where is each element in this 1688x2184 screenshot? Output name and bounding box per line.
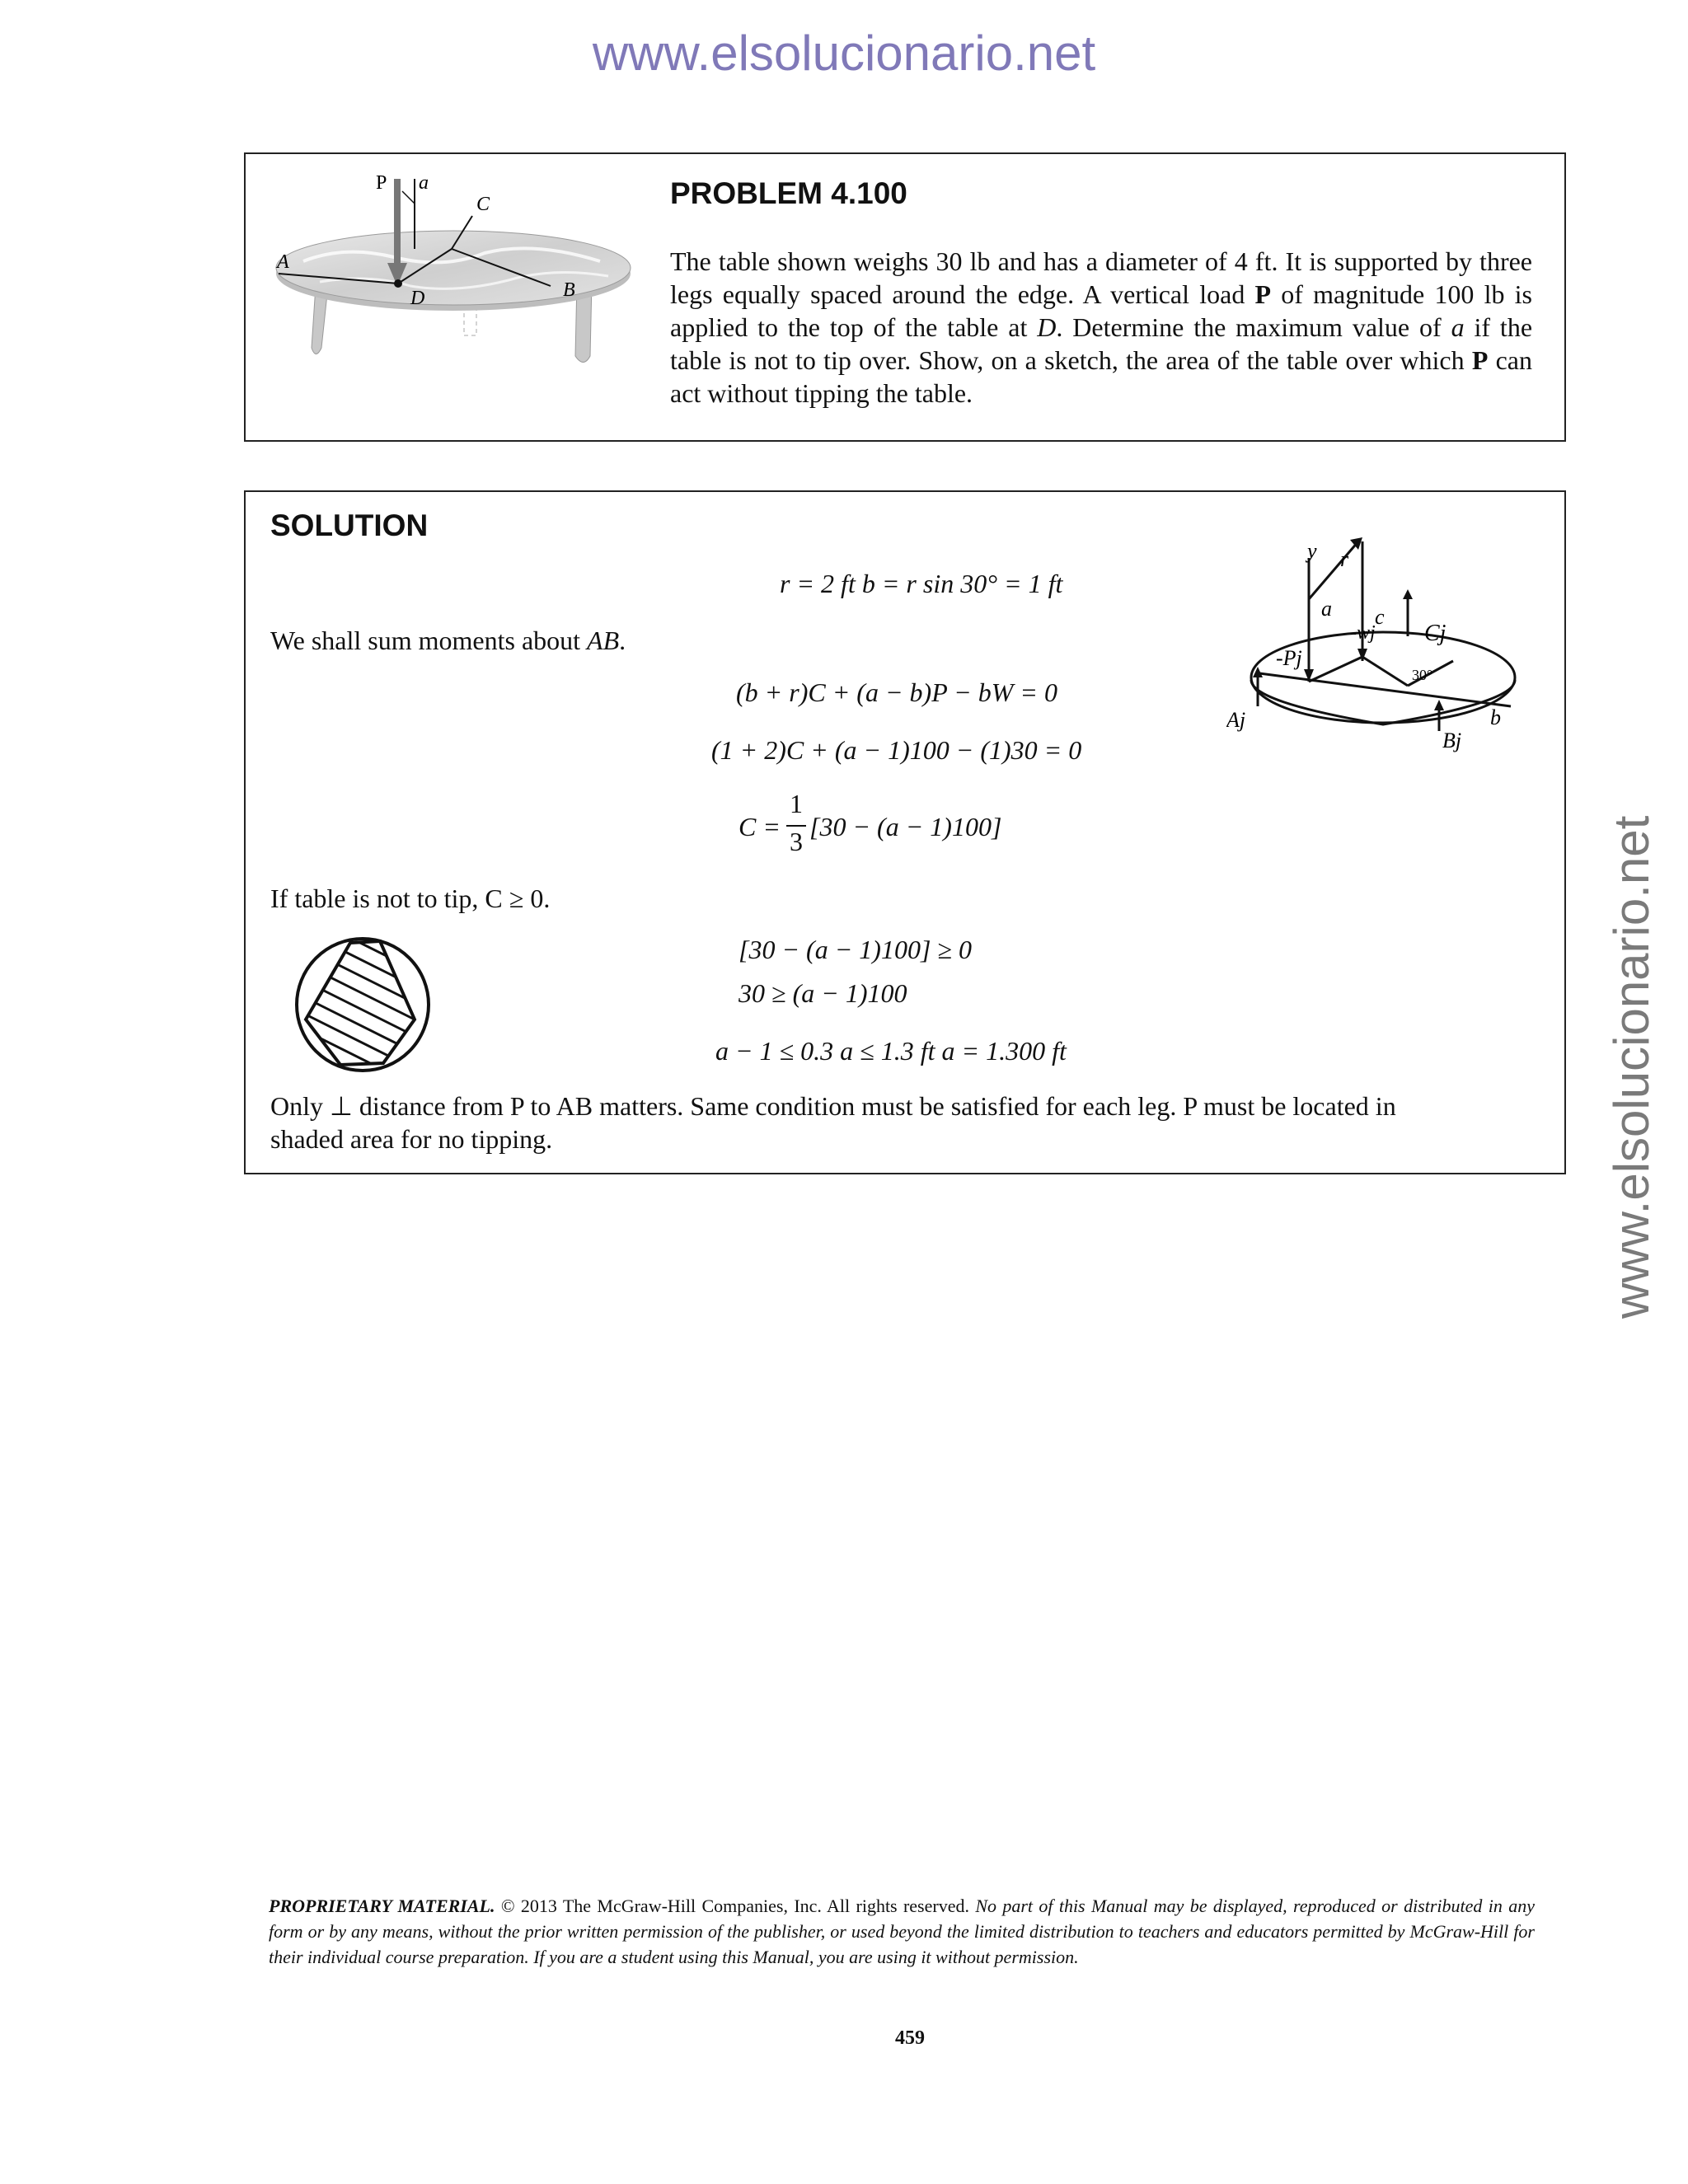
- fig-label-B: B: [563, 279, 575, 301]
- eq-numeric: (1 + 2)C + (a − 1)100 − (1)30 = 0: [711, 735, 1082, 765]
- fig-label-p: P: [376, 172, 387, 194]
- sketch-a: a: [1321, 597, 1332, 621]
- fig-label-D: D: [410, 288, 425, 309]
- watermark-top: www.elsolucionario.net: [592, 26, 1096, 81]
- ineq-2: 30 ≥ (a − 1)100: [738, 978, 907, 1008]
- sketch-b: b: [1490, 705, 1501, 729]
- fig-label-a: a: [419, 172, 429, 194]
- shaded-area-sketch: [291, 933, 435, 1077]
- eq-c-num: 1: [790, 789, 803, 818]
- sketch-r: r: [1340, 547, 1349, 571]
- watermark-side: www.elsolucionario.net: [1604, 815, 1659, 1319]
- solution-conclusion: Only ⊥ distance from P to AB matters. Same condition must be satisfied for each leg. P must be located in shaded area for no tipping.: [270, 1091, 1396, 1154]
- sum-moments-text: We shall sum moments about AB.: [270, 626, 626, 655]
- table-figure: [270, 171, 641, 377]
- sketch-y: y: [1307, 539, 1317, 563]
- sketch-angle: 30°: [1412, 667, 1433, 683]
- fig-label-A: A: [277, 251, 289, 273]
- problem-statement: The table shown weighs 30 lb and has a diameter of 4 ft. It is supported by three legs equally spaced around the edge. A vertical load P of magnitude 100 lb is applied to the top of the table at D. Determine the maximum value of a if the table is not to tip over. Show, on a sketch, the area of the table over which P can act without tipping the table.: [670, 246, 1533, 408]
- footer-notice: PROPRIETARY MATERIAL. © 2013 The McGraw-Hill Companies, Inc. All rights reserved. No part of this Manual may be displayed, reproduced or distributed in any form or by any means, without the prior written permission of the publisher, or used beyond the limited distribution to teachers and educators permitted by McGraw-Hill for their individual course preparation. If you are a student using this Manual, you are using it without permission.: [269, 1896, 1535, 1967]
- eq-moment: (b + r)C + (a − b)P − bW = 0: [736, 677, 1058, 707]
- problem-title: PROBLEM 4.100: [670, 176, 907, 210]
- page-number: 459: [895, 2027, 925, 2049]
- sketch-wj: -wj: [1350, 622, 1376, 644]
- sketch-cj: Cj: [1424, 621, 1447, 646]
- ineq-3: a − 1 ≤ 0.3 a ≤ 1.3 ft a = 1.300 ft: [715, 1036, 1067, 1066]
- sketch-pj: -Pj: [1276, 646, 1302, 670]
- solution-title: SOLUTION: [270, 509, 429, 542]
- tip-condition-text: If table is not to tip, C ≥ 0.: [270, 883, 551, 913]
- eq-c-den: 3: [790, 827, 803, 856]
- free-body-sketch: [1226, 533, 1540, 756]
- ineq-1: [30 − (a − 1)100] ≥ 0: [738, 935, 972, 964]
- solution-box: [244, 490, 1566, 1174]
- eq-c-lhs: C =: [738, 812, 781, 841]
- sketch-c: c: [1375, 605, 1385, 629]
- sketch-bj: Bj: [1442, 729, 1462, 752]
- eq-c-rhs: [30 − (a − 1)100]: [809, 812, 1002, 841]
- sketch-aj: Aj: [1226, 708, 1246, 732]
- fig-label-C: C: [476, 194, 490, 215]
- eq-given: r = 2 ft b = r sin 30° = 1 ft: [780, 569, 1063, 598]
- problem-box: [244, 152, 1566, 442]
